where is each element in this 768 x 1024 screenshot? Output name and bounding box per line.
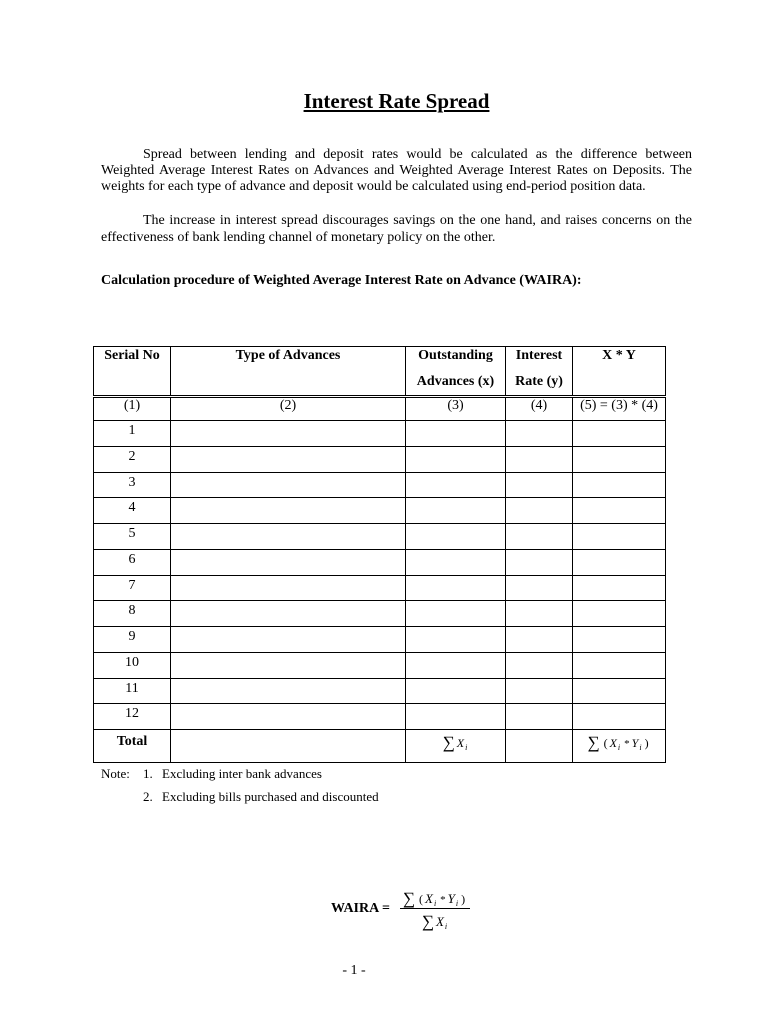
subscript-i: i <box>433 899 437 908</box>
table-row <box>94 549 666 575</box>
column-header-label: Advances (x) <box>416 374 495 389</box>
paragraph-spread-definition <box>101 147 692 195</box>
paragraph-line: effectiveness of bank lending channel of monetary policy on the other. <box>101 230 496 245</box>
type-of-advance-cell <box>171 549 406 575</box>
serial-no-cell: 1 <box>94 421 171 447</box>
column-index: (2) <box>171 397 406 421</box>
sum-x-expression <box>421 912 448 931</box>
page-title-text: Interest Rate Spread <box>303 89 490 113</box>
interest-rate-cell <box>506 549 573 575</box>
column-header-label: Outstanding <box>418 348 493 363</box>
column-index: (5) = (3) * (4) <box>573 397 666 421</box>
outstanding-advance-cell <box>406 549 506 575</box>
waira-formula-fraction <box>400 888 470 934</box>
page-title <box>101 89 692 113</box>
page-number: - 1 - <box>342 963 366 978</box>
column-index: (4) <box>506 397 573 421</box>
table-total-row <box>94 730 666 763</box>
paragraph-line: weights for each type of advance and deposit would be calculated using end-period position data. <box>101 179 646 194</box>
column-header-type-of-advances <box>171 347 406 397</box>
outstanding-advance-cell <box>406 678 506 704</box>
sum-xy-expression <box>587 733 650 752</box>
column-header-product <box>573 347 666 397</box>
column-header-label: Interest <box>515 348 563 363</box>
subscript-i: i <box>455 899 459 908</box>
column-index: (1) <box>94 397 171 421</box>
paragraph-line: Spread between lending and deposit rates would be calculated as the difference between <box>143 147 692 162</box>
product-cell <box>573 704 666 730</box>
note-text: Excluding inter bank advances <box>162 766 322 781</box>
product-cell <box>573 575 666 601</box>
interest-rate-cell <box>506 730 573 763</box>
note-number: 2. <box>143 789 153 804</box>
variable-x: X <box>435 914 444 929</box>
interest-rate-cell <box>506 704 573 730</box>
open-paren: ( <box>418 892 423 906</box>
times-operator: * <box>440 894 446 906</box>
outstanding-advance-cell <box>406 421 506 447</box>
note-text: Excluding bills purchased and discounted <box>162 789 379 804</box>
variable-x: X <box>424 891 433 906</box>
column-header-label: Serial No <box>104 348 160 363</box>
type-of-advance-cell <box>171 704 406 730</box>
outstanding-advance-cell <box>406 524 506 550</box>
sigma-symbol: ∑ <box>402 889 415 908</box>
sum-x-expression <box>442 733 469 752</box>
times-operator: * <box>624 738 630 750</box>
outstanding-advance-cell <box>406 704 506 730</box>
type-of-advance-cell <box>171 575 406 601</box>
close-paren: ) <box>644 736 649 750</box>
type-of-advance-cell <box>171 601 406 627</box>
formula-numerator <box>400 888 470 909</box>
note-number: 1. <box>143 766 153 781</box>
sigma-symbol: ∑ <box>442 733 455 752</box>
table-body <box>94 421 666 730</box>
table-row <box>94 498 666 524</box>
interest-rate-cell <box>506 652 573 678</box>
outstanding-advance-cell <box>406 472 506 498</box>
serial-no-cell: 6 <box>94 549 171 575</box>
table-row <box>94 678 666 704</box>
interest-rate-cell <box>506 524 573 550</box>
table-row <box>94 472 666 498</box>
interest-rate-cell <box>506 472 573 498</box>
table-row <box>94 627 666 653</box>
column-index-row <box>94 397 666 421</box>
serial-no-cell: 7 <box>94 575 171 601</box>
interest-rate-cell <box>506 421 573 447</box>
variable-x: X <box>609 736 617 750</box>
column-header-label: Rate (y) <box>515 374 563 389</box>
subscript-i: i <box>444 922 448 931</box>
type-of-advance-cell <box>171 678 406 704</box>
sigma-symbol: ∑ <box>587 733 600 752</box>
serial-no-cell: 2 <box>94 446 171 472</box>
paragraph-spread-impact <box>101 213 692 246</box>
type-of-advance-cell <box>171 627 406 653</box>
outstanding-advance-cell <box>406 627 506 653</box>
note-label: Note: <box>101 766 130 781</box>
sigma-symbol: ∑ <box>421 912 434 931</box>
sum-xy-cell <box>573 730 666 763</box>
type-of-advance-cell <box>171 498 406 524</box>
outstanding-advance-cell <box>406 652 506 678</box>
interest-rate-cell <box>506 601 573 627</box>
total-label: Total <box>94 730 171 763</box>
type-of-advance-cell <box>171 652 406 678</box>
type-of-advance-cell <box>171 730 406 763</box>
product-cell <box>573 498 666 524</box>
serial-no-cell: 5 <box>94 524 171 550</box>
outstanding-advance-cell <box>406 498 506 524</box>
table-row <box>94 421 666 447</box>
close-paren: ) <box>461 892 466 906</box>
subscript-i: i <box>639 743 642 752</box>
column-index: (3) <box>406 397 506 421</box>
column-header-outstanding-advances <box>406 347 506 397</box>
serial-no-cell: 9 <box>94 627 171 653</box>
product-cell <box>573 446 666 472</box>
type-of-advance-cell <box>171 421 406 447</box>
serial-no-cell: 12 <box>94 704 171 730</box>
sum-xy-expression <box>402 889 467 908</box>
serial-no-cell: 10 <box>94 652 171 678</box>
product-cell <box>573 472 666 498</box>
table-row <box>94 601 666 627</box>
column-header-interest-rate <box>506 347 573 397</box>
interest-rate-cell <box>506 498 573 524</box>
table-row <box>94 524 666 550</box>
waira-calculation-table <box>93 346 666 763</box>
table-row <box>94 704 666 730</box>
product-cell <box>573 601 666 627</box>
paragraph-line: Weighted Average Interest Rates on Advances and Weighted Average Interest Rates on Deposits. The <box>101 163 692 178</box>
type-of-advance-cell <box>171 524 406 550</box>
product-cell <box>573 652 666 678</box>
table-header-row <box>94 347 666 397</box>
serial-no-cell: 11 <box>94 678 171 704</box>
interest-rate-cell <box>506 575 573 601</box>
open-paren: ( <box>603 736 608 750</box>
interest-rate-cell <box>506 678 573 704</box>
table-row <box>94 575 666 601</box>
table-row <box>94 652 666 678</box>
product-cell <box>573 524 666 550</box>
type-of-advance-cell <box>171 446 406 472</box>
interest-rate-cell <box>506 446 573 472</box>
serial-no-cell: 4 <box>94 498 171 524</box>
formula-denominator <box>400 909 470 934</box>
outstanding-advance-cell <box>406 575 506 601</box>
interest-rate-cell <box>506 627 573 653</box>
waira-formula-label: WAIRA = <box>331 901 390 916</box>
column-header-serial-no <box>94 347 171 397</box>
product-cell <box>573 678 666 704</box>
product-cell <box>573 549 666 575</box>
section-heading: Calculation procedure of Weighted Average Interest Rate on Advance (WAIRA): <box>101 273 582 288</box>
outstanding-advance-cell <box>406 446 506 472</box>
variable-y: Y <box>631 736 639 750</box>
product-cell <box>573 627 666 653</box>
subscript-i: i <box>617 743 621 752</box>
table-row <box>94 446 666 472</box>
variable-y: Y <box>447 891 455 906</box>
variable-x: X <box>456 736 465 750</box>
column-header-label: X * Y <box>602 348 636 363</box>
serial-no-cell: 8 <box>94 601 171 627</box>
subscript-i: i <box>465 743 468 752</box>
paragraph-line: The increase in interest spread discourages savings on the one hand, and raises concerns on the <box>143 213 692 228</box>
column-header-label: Type of Advances <box>235 348 341 363</box>
sum-x-cell <box>406 730 506 763</box>
outstanding-advance-cell <box>406 601 506 627</box>
product-cell <box>573 421 666 447</box>
type-of-advance-cell <box>171 472 406 498</box>
serial-no-cell: 3 <box>94 472 171 498</box>
